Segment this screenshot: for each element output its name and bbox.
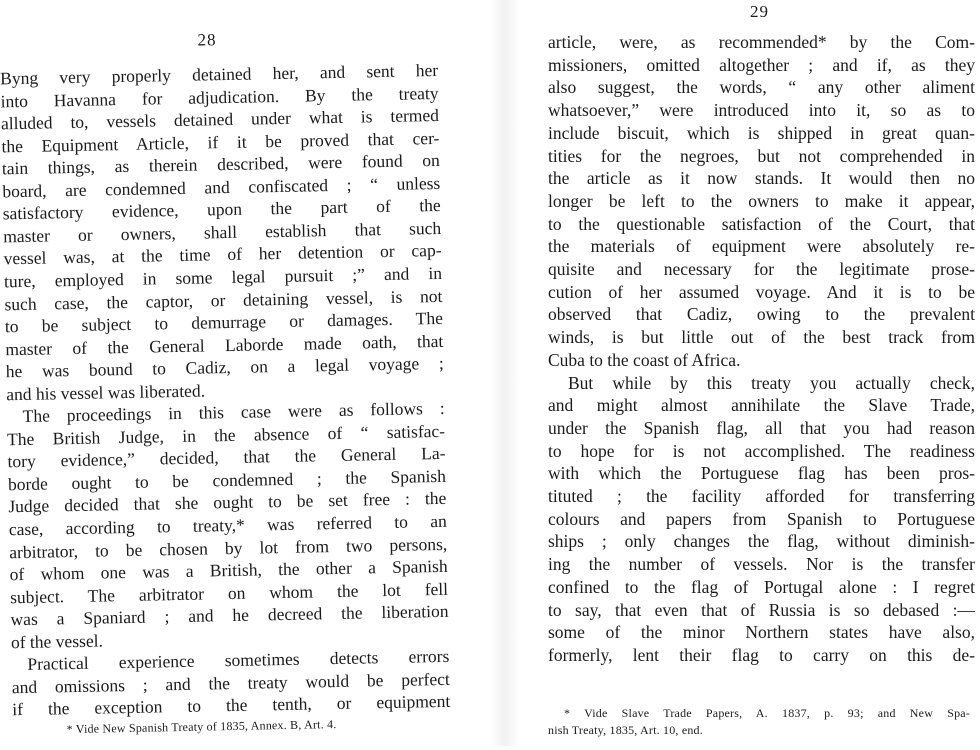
text-line: Judge decided that she ought to be set free : the [8,488,447,517]
footnote-line: nish Treaty, 1835, Art. 10, end. [548,723,703,737]
text-line: and might almost annihilate the Slave Trade, [548,395,975,416]
footnote: * Vide New Spanish Treaty of 1835, Annex. B, Art. 4. [66,717,337,737]
text-line: also suggest, the words, “ any other aliment [548,77,975,98]
text-line: confined to the flag of Portugal alone : I regret [548,576,975,597]
text-line: observed that Cadiz, owing to the prevalent [548,304,975,325]
text-line: ture, employed in some legal pursuit ;” and in [3,262,443,292]
text-line: article, were, as recommended* by the Com- [548,32,975,52]
text-line: of whom one was a British, the other a Spanish [9,555,448,585]
text-line: if the exception to the tenth, or equipment [12,691,451,720]
text-line: tities for the negroes, but not comprehended in [548,145,975,166]
text-line: board, are condemned and confiscated ; “ unless [2,172,441,202]
text-line: alluded to, vessels detained under what is termed [0,105,440,134]
text-line: with which the Portuguese flag has been pros- [548,463,975,484]
text-line: ing the number of vessels. Nor is the transfer [548,554,975,575]
text-line: The British Judge, in the absence of “ satisfac- [6,420,446,450]
text-line: colours and papers from Spanish to Portuguese [548,508,975,529]
text-line: satisfactory evidence, upon the part of the [2,195,441,224]
text-line: Practical experience sometimes detects errors [27,646,450,675]
page-number: 29 [750,2,769,21]
text-line: such case, the captor, or detaining vessel, is not [4,285,443,314]
text-line: missioners, omitted altogether ; and if, as they [548,54,975,75]
text-line: to the questionable satisfaction of the Court, that [548,213,975,234]
text-line: But while by this treaty you actually check, [568,372,975,393]
left-page [0,0,481,750]
text-line: of the vessel. [10,630,104,653]
text-line: master or owners, shall establish that such [3,217,442,247]
text-line: Byng very properly detained her, and sent her [0,59,439,89]
text-line: to be subject to demurrage or damages. The [4,307,444,337]
text-line: quisite and necessary for the legitimate prose- [548,259,975,279]
right-page [538,0,980,746]
text-line: was a Spaniard ; and he decreed the liberation [10,601,449,630]
text-line: tituted ; the facility afforded for transferring [548,486,975,506]
text-line: borde ought to be condemned ; the Spanish [7,465,447,495]
text-line: and his vessel was liberated. [6,380,206,404]
text-line: cution of her assumed voyage. And it is to be [548,281,975,302]
text-line: ships ; only changes the flag, without diminish- [548,531,975,552]
text-line: tory evidence,” decided, that the General La- [7,443,446,472]
text-line: the Equipment Article, if it be proved that cer- [1,127,440,156]
text-line: tain things, as therein described, were found on [1,150,441,179]
page-number: 28 [197,30,217,50]
text-line: to say, that even that of Russia is so debased :— [548,599,975,620]
text-line: into Havanna for adjudication. By the treaty [0,82,439,111]
footnote-line: * Vide Slave Trade Papers, A. 1837, p. 93; and New Spa- [564,706,970,720]
text-line: to hope for is not accomplished. The readiness [548,440,975,461]
text-line: some of the minor Northern states have also, [548,622,975,643]
text-line: he was bound to Cadiz, on a legal voyage ; [5,353,444,382]
text-line: under the Spanish flag, all that you had reason [548,417,975,438]
text-line: and omissions ; and the treaty would be perfect [11,668,450,698]
book-gutter [490,0,520,746]
text-line: case, according to treaty,* was referred to an [8,510,447,540]
text-line: include biscuit, which is shipped in great quan- [548,122,975,143]
text-line: vessel was, at the time of her detention or cap- [3,240,442,269]
text-line: winds, is but little out of the best track from [548,327,975,348]
text-line: subject. The arbitrator on whom the lot fell [9,578,449,607]
text-line: The proceedings in this case were as follows : [22,398,445,427]
text-line: arbitrator, to be chosen by lot from two persons, [9,533,448,562]
text-line: formerly, lent their flag to carry on this de- [548,644,975,665]
text-line: Cuba to the coast of Africa. [548,349,741,370]
text-line: whatsoever,” were introduced into it, so as to [548,100,975,121]
text-line: the article as it now stands. It would then no [548,168,975,189]
text-line: longer be left to the owners to make it appear, [548,190,975,211]
text-line: the materials of equipment were absolutely re- [548,236,975,257]
text-line: master of the General Laborde made oath, that [5,330,444,359]
